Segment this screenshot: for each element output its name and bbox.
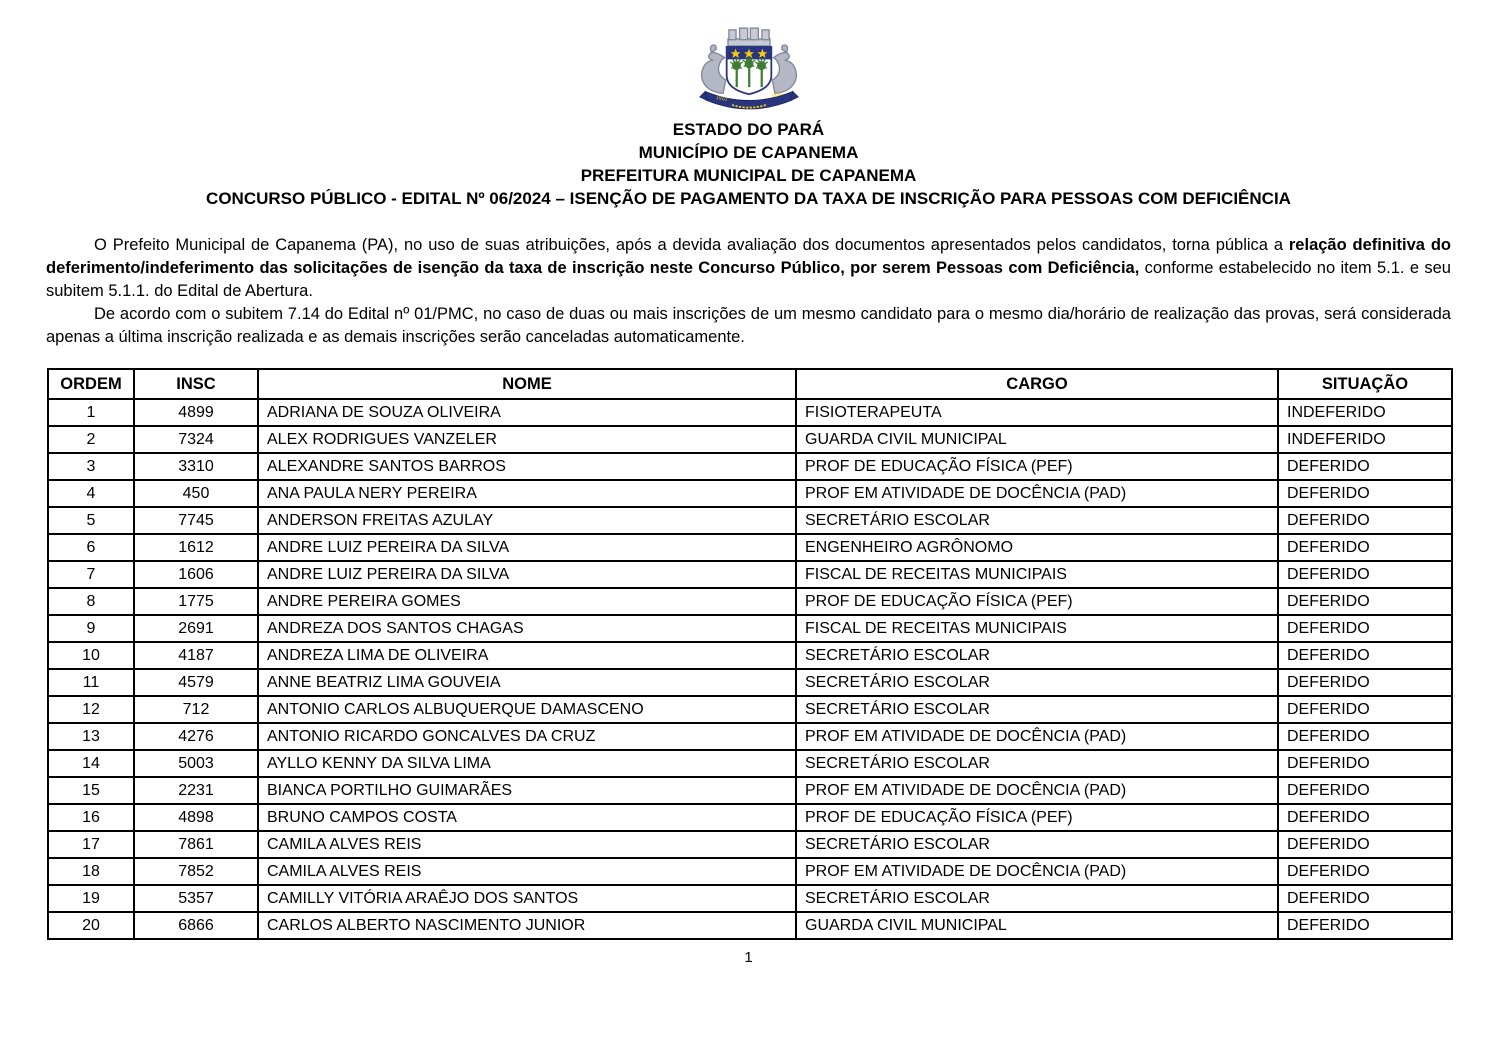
header-edital-title-line: CONCURSO PÚBLICO - EDITAL Nº 06/2024 – ISENÇÃO DE PAGAMENTO DA TAXA DE INSCRIÇÃO PARA PESSOAS COM DEFICIÊNCIA	[206, 189, 1291, 208]
cargo-cell: PROF DE EDUCAÇÃO FÍSICA (PEF)	[796, 588, 1278, 615]
paragraph-1-bold-clause: relação definitiva do deferimento/indeferimento das solicitações de isenção da taxa de inscrição neste Concurso Público, por serem Pessoas com Deficiência,	[46, 236, 1451, 277]
insc-cell: 1606	[134, 561, 258, 588]
nome-cell: CAMILA ALVES REIS	[258, 858, 796, 885]
nome-cell: AYLLO KENNY DA SILVA LIMA	[258, 750, 796, 777]
nome-cell: ANTONIO CARLOS ALBUQUERQUE DAMASCENO	[258, 696, 796, 723]
nome-cell: ALEX RODRIGUES VANZELER	[258, 426, 796, 453]
capanema-coat-of-arms-icon	[682, 26, 816, 116]
ordem-cell: 3	[48, 453, 134, 480]
situacao-cell: DEFERIDO	[1278, 453, 1452, 480]
nome-cell: BRUNO CAMPOS COSTA	[258, 804, 796, 831]
insc-cell: 2231	[134, 777, 258, 804]
nome-cell: CARLOS ALBERTO NASCIMENTO JUNIOR	[258, 912, 796, 939]
cargo-cell: PROF EM ATIVIDADE DE DOCÊNCIA (PAD)	[796, 723, 1278, 750]
header-state-line: ESTADO DO PARÁ	[672, 120, 825, 139]
cargo-cell: ENGENHEIRO AGRÔNOMO	[796, 534, 1278, 561]
situacao-cell: DEFERIDO	[1278, 615, 1452, 642]
situacao-cell: DEFERIDO	[1278, 723, 1452, 750]
table-row	[48, 804, 1452, 831]
ordem-cell: 12	[48, 696, 134, 723]
ordem-cell: 20	[48, 912, 134, 939]
table-row	[48, 588, 1452, 615]
insc-cell: 712	[134, 696, 258, 723]
cargo-cell: FISCAL DE RECEITAS MUNICIPAIS	[796, 615, 1278, 642]
nome-cell: BIANCA PORTILHO GUIMARÃES	[258, 777, 796, 804]
table-row	[48, 561, 1452, 588]
ordem-cell: 15	[48, 777, 134, 804]
cargo-cell: PROF EM ATIVIDADE DE DOCÊNCIA (PAD)	[796, 858, 1278, 885]
nome-cell: CAMILLY VITÓRIA ARAÊJO DOS SANTOS	[258, 885, 796, 912]
ordem-cell: 7	[48, 561, 134, 588]
insc-cell: 450	[134, 480, 258, 507]
paragraph-1-intro: O Prefeito Municipal de Capanema (PA), no uso de suas atribuições, após a devida avaliação dos documentos apresentados pelos candidatos, torna pública a	[94, 236, 1289, 254]
table-row	[48, 480, 1452, 507]
situacao-cell: DEFERIDO	[1278, 696, 1452, 723]
cargo-cell: SECRETÁRIO ESCOLAR	[796, 696, 1278, 723]
situacao-cell: DEFERIDO	[1278, 669, 1452, 696]
nome-cell: ANDRE PEREIRA GOMES	[258, 588, 796, 615]
table-row	[48, 615, 1452, 642]
column-header-cargo: CARGO	[796, 369, 1278, 399]
results-table-body	[48, 399, 1452, 939]
cargo-cell: SECRETÁRIO ESCOLAR	[796, 507, 1278, 534]
crest-year-right: 1936	[770, 92, 782, 100]
insc-cell: 1612	[134, 534, 258, 561]
cargo-cell: SECRETÁRIO ESCOLAR	[796, 831, 1278, 858]
cargo-cell: SECRETÁRIO ESCOLAR	[796, 885, 1278, 912]
table-row	[48, 669, 1452, 696]
cargo-cell: PROF DE EDUCAÇÃO FÍSICA (PEF)	[796, 453, 1278, 480]
cargo-cell: PROF EM ATIVIDADE DE DOCÊNCIA (PAD)	[796, 480, 1278, 507]
column-header-insc: INSC	[134, 369, 258, 399]
table-row	[48, 885, 1452, 912]
nome-cell: ANDREZA DOS SANTOS CHAGAS	[258, 615, 796, 642]
situacao-cell: DEFERIDO	[1278, 804, 1452, 831]
situacao-cell: DEFERIDO	[1278, 777, 1452, 804]
table-row	[48, 453, 1452, 480]
situacao-cell: DEFERIDO	[1278, 858, 1452, 885]
cargo-cell: FISCAL DE RECEITAS MUNICIPAIS	[796, 561, 1278, 588]
situacao-cell: INDEFERIDO	[1278, 426, 1452, 453]
cargo-cell: PROF EM ATIVIDADE DE DOCÊNCIA (PAD)	[796, 777, 1278, 804]
insc-cell: 4899	[134, 399, 258, 426]
column-header-situacao: SITUAÇÃO	[1278, 369, 1452, 399]
cargo-cell: SECRETÁRIO ESCOLAR	[796, 669, 1278, 696]
ordem-cell: 16	[48, 804, 134, 831]
insc-cell: 4187	[134, 642, 258, 669]
ordem-cell: 14	[48, 750, 134, 777]
table-row	[48, 426, 1452, 453]
ordem-cell: 11	[48, 669, 134, 696]
paragraph-1	[46, 234, 1451, 303]
insc-cell: 2691	[134, 615, 258, 642]
results-table-container	[47, 368, 1451, 940]
header-prefecture-line: PREFEITURA MUNICIPAL DE CAPANEMA	[580, 166, 917, 185]
insc-cell: 6866	[134, 912, 258, 939]
nome-cell: ALEXANDRE SANTOS BARROS	[258, 453, 796, 480]
column-header-nome: NOME	[258, 369, 796, 399]
table-row	[48, 723, 1452, 750]
table-row	[48, 534, 1452, 561]
nome-cell: ANA PAULA NERY PEREIRA	[258, 480, 796, 507]
table-row	[48, 912, 1452, 939]
ordem-cell: 19	[48, 885, 134, 912]
ordem-cell: 4	[48, 480, 134, 507]
table-row	[48, 750, 1452, 777]
table-header-row	[48, 369, 1452, 399]
situacao-cell: DEFERIDO	[1278, 912, 1452, 939]
ordem-cell: 9	[48, 615, 134, 642]
paragraph-1-closing: conforme estabelecido no item 5.1. e seu subitem 5.1.1. do Edital de Abertura.	[46, 259, 1451, 300]
nome-cell: ANDRE LUIZ PEREIRA DA SILVA	[258, 561, 796, 588]
crest-container	[0, 0, 1497, 116]
situacao-cell: DEFERIDO	[1278, 642, 1452, 669]
document-body	[46, 234, 1451, 349]
situacao-cell: DEFERIDO	[1278, 750, 1452, 777]
page-footer	[0, 949, 1497, 966]
ordem-cell: 10	[48, 642, 134, 669]
insc-cell: 3310	[134, 453, 258, 480]
table-row	[48, 696, 1452, 723]
ordem-cell: 5	[48, 507, 134, 534]
insc-cell: 4276	[134, 723, 258, 750]
column-header-ordem: ORDEM	[48, 369, 134, 399]
insc-cell: 4579	[134, 669, 258, 696]
situacao-cell: DEFERIDO	[1278, 588, 1452, 615]
situacao-cell: DEFERIDO	[1278, 480, 1452, 507]
situacao-cell: INDEFERIDO	[1278, 399, 1452, 426]
cargo-cell: PROF DE EDUCAÇÃO FÍSICA (PEF)	[796, 804, 1278, 831]
header-municipality-line: MUNICÍPIO DE CAPANEMA	[638, 143, 859, 162]
cargo-cell: GUARDA CIVIL MUNICIPAL	[796, 426, 1278, 453]
cargo-cell: FISIOTERAPEUTA	[796, 399, 1278, 426]
paragraph-2: De acordo com o subitem 7.14 do Edital nº 01/PMC, no caso de duas ou mais inscrições de um mesmo candidato para o mesmo dia/horário de realização das provas, será considerada apenas a última inscrição realizada e as demais inscrições serão canceladas automaticamente.	[46, 305, 1451, 346]
situacao-cell: DEFERIDO	[1278, 507, 1452, 534]
situacao-cell: DEFERIDO	[1278, 885, 1452, 912]
nome-cell: CAMILA ALVES REIS	[258, 831, 796, 858]
ordem-cell: 8	[48, 588, 134, 615]
table-row	[48, 777, 1452, 804]
nome-cell: ANDERSON FREITAS AZULAY	[258, 507, 796, 534]
document-header	[0, 118, 1497, 210]
insc-cell: 4898	[134, 804, 258, 831]
table-row	[48, 831, 1452, 858]
cargo-cell: GUARDA CIVIL MUNICIPAL	[796, 912, 1278, 939]
table-row	[48, 507, 1452, 534]
results-table	[47, 368, 1453, 940]
insc-cell: 7852	[134, 858, 258, 885]
table-row	[48, 399, 1452, 426]
ordem-cell: 6	[48, 534, 134, 561]
insc-cell: 1775	[134, 588, 258, 615]
nome-cell: ANTONIO RICARDO GONCALVES DA CRUZ	[258, 723, 796, 750]
insc-cell: 7324	[134, 426, 258, 453]
table-row	[48, 642, 1452, 669]
table-row	[48, 858, 1452, 885]
page-number: 1	[744, 949, 753, 966]
insc-cell: 5003	[134, 750, 258, 777]
ordem-cell: 1	[48, 399, 134, 426]
nome-cell: ANDRE LUIZ PEREIRA DA SILVA	[258, 534, 796, 561]
cargo-cell: SECRETÁRIO ESCOLAR	[796, 750, 1278, 777]
nome-cell: ADRIANA DE SOUZA OLIVEIRA	[258, 399, 796, 426]
situacao-cell: DEFERIDO	[1278, 561, 1452, 588]
situacao-cell: DEFERIDO	[1278, 534, 1452, 561]
nome-cell: ANDREZA LIMA DE OLIVEIRA	[258, 642, 796, 669]
situacao-cell: DEFERIDO	[1278, 831, 1452, 858]
insc-cell: 7745	[134, 507, 258, 534]
nome-cell: ANNE BEATRIZ LIMA GOUVEIA	[258, 669, 796, 696]
ordem-cell: 2	[48, 426, 134, 453]
insc-cell: 7861	[134, 831, 258, 858]
insc-cell: 5357	[134, 885, 258, 912]
crest-year-left: 1910	[715, 95, 727, 103]
ordem-cell: 17	[48, 831, 134, 858]
ordem-cell: 13	[48, 723, 134, 750]
ordem-cell: 18	[48, 858, 134, 885]
cargo-cell: SECRETÁRIO ESCOLAR	[796, 642, 1278, 669]
